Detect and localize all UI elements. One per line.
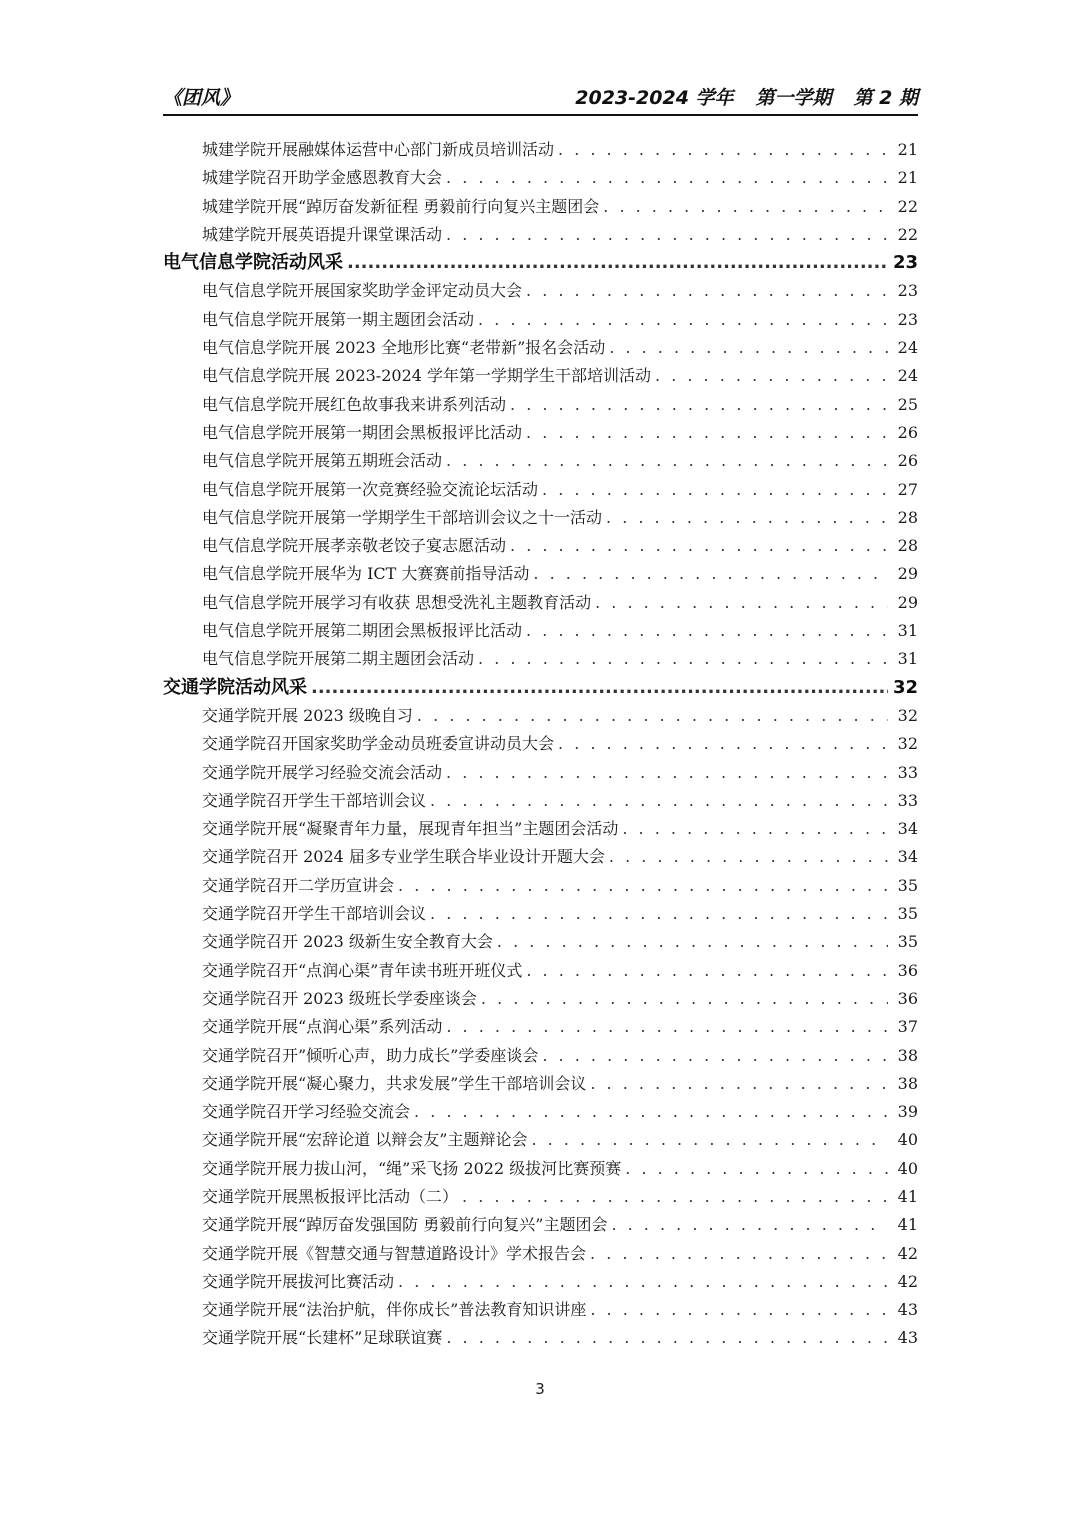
toc-entry-page: 35 <box>897 904 918 924</box>
toc-entry[interactable] <box>163 221 918 249</box>
toc-entry[interactable] <box>163 759 918 787</box>
toc-dot-leader <box>446 221 888 249</box>
toc-entry-page: 43 <box>897 1300 918 1320</box>
toc-dot-leader <box>478 306 888 334</box>
toc-entry[interactable] <box>163 617 918 645</box>
toc-entry-page: 26 <box>897 422 918 442</box>
toc-entry-page: 35 <box>897 932 918 952</box>
toc-entry[interactable] <box>163 306 918 334</box>
toc-dot-leader <box>590 1070 888 1098</box>
toc-entry[interactable] <box>163 1268 918 1296</box>
toc-entry-title: 交通学院开展“凝聚青年力量，展现青年担当”主题团会活动 <box>202 819 619 839</box>
toc-entry-title: 城建学院召开助学金感恩教育大会 <box>202 168 443 188</box>
toc-entry-title: 电气信息学院开展第一期团会黑板报评比活动 <box>202 422 523 442</box>
toc-dot-leader <box>542 476 888 504</box>
toc-entry-page: 38 <box>897 1073 918 1093</box>
toc-entry[interactable] <box>163 447 918 475</box>
toc-entry-page: 21 <box>897 168 918 188</box>
toc-entry-page: 32 <box>897 705 918 725</box>
toc-entry-title: 电气信息学院开展国家奖助学金评定动员大会 <box>202 281 523 301</box>
toc-entry-title: 电气信息学院开展孝亲敬老饺子宴志愿活动 <box>202 536 507 556</box>
toc-dot-leader <box>625 1155 888 1183</box>
toc-entry-page: 34 <box>897 847 918 867</box>
toc-entry-title: 交通学院开展“凝心聚力，共求发展”学生干部培训会议 <box>202 1073 587 1093</box>
toc-entry-page: 33 <box>897 790 918 810</box>
toc-entry-title: 电气信息学院开展华为 ICT 大赛赛前指导活动 <box>202 564 530 584</box>
toc-entry[interactable] <box>163 985 918 1013</box>
toc-dot-leader <box>347 249 888 277</box>
toc-entry[interactable] <box>163 957 918 985</box>
toc-entry-page: 35 <box>897 875 918 895</box>
toc-entry[interactable] <box>163 1324 918 1352</box>
toc-entry-page: 34 <box>897 819 918 839</box>
toc-section-entry[interactable] <box>163 674 918 702</box>
toc-entry-page: 27 <box>897 479 918 499</box>
toc-entry-page: 23 <box>892 252 918 274</box>
toc-dot-leader <box>462 1183 888 1211</box>
toc-dot-leader <box>526 277 888 305</box>
toc-entry[interactable] <box>163 1013 918 1041</box>
toc-entry-title: 电气信息学院开展第一学期学生干部培训会议之十一活动 <box>202 507 603 527</box>
semester: 第一学期 <box>755 87 832 109</box>
issue-number: 第 2 期 <box>853 87 918 109</box>
toc-entry-title: 交通学院召开学习经验交流会 <box>202 1102 411 1122</box>
toc-dot-leader <box>526 419 888 447</box>
toc-dot-leader <box>622 815 888 843</box>
toc-entry-page: 37 <box>897 1017 918 1037</box>
toc-entry-title: 交通学院开展《智慧交通与智慧道路设计》学术报告会 <box>202 1243 587 1263</box>
toc-entry[interactable] <box>163 928 918 956</box>
toc-entry-title: 电气信息学院开展第二期团会黑板报评比活动 <box>202 621 523 641</box>
toc-dot-leader <box>603 193 888 221</box>
toc-dot-leader <box>611 1211 888 1239</box>
toc-entry-title: 交通学院开展“法治护航，伴你成长”普法教育知识讲座 <box>202 1300 587 1320</box>
table-of-contents <box>163 136 918 1353</box>
toc-entry[interactable] <box>163 872 918 900</box>
toc-entry-title: 电气信息学院开展红色故事我来讲系列活动 <box>202 394 507 414</box>
toc-entry-page: 40 <box>897 1158 918 1178</box>
toc-entry-title: 电气信息学院开展第五期班会活动 <box>202 451 443 471</box>
toc-dot-leader <box>478 645 888 673</box>
toc-dot-leader <box>398 1268 888 1296</box>
toc-dot-leader <box>398 872 888 900</box>
toc-dot-leader <box>446 164 888 192</box>
toc-entry-title: 电气信息学院开展第一次竞赛经验交流论坛活动 <box>202 479 539 499</box>
toc-entry-title: 交通学院召开”倾听心声，助力成长”学委座谈会 <box>202 1045 539 1065</box>
toc-entry[interactable] <box>163 164 918 192</box>
toc-entry-page: 22 <box>897 196 918 216</box>
toc-entry-title: 交通学院开展“宏辞论道 以辩会友”主题辩论会 <box>202 1130 528 1150</box>
toc-entry[interactable] <box>163 843 918 871</box>
toc-entry[interactable] <box>163 560 918 588</box>
toc-entry-page: 39 <box>897 1102 918 1122</box>
toc-dot-leader <box>609 334 888 362</box>
toc-entry[interactable] <box>163 787 918 815</box>
toc-entry[interactable] <box>163 702 918 730</box>
toc-dot-leader <box>526 957 888 985</box>
toc-entry[interactable] <box>163 900 918 928</box>
toc-entry-page: 43 <box>897 1328 918 1348</box>
toc-entry-page: 29 <box>897 564 918 584</box>
toc-dot-leader <box>531 1126 888 1154</box>
toc-entry[interactable] <box>163 1211 918 1239</box>
toc-entry-page: 23 <box>897 281 918 301</box>
toc-entry[interactable] <box>163 334 918 362</box>
toc-dot-leader <box>542 1042 888 1070</box>
toc-entry-page: 32 <box>897 734 918 754</box>
toc-entry-title: 电气信息学院开展学习有收获 思想受洗礼主题教育活动 <box>202 592 592 612</box>
toc-entry[interactable] <box>163 1098 918 1126</box>
toc-entry-title: 交通学院开展“长建杯”足球联谊赛 <box>202 1328 443 1348</box>
toc-entry-title: 交通学院召开国家奖助学金动员班委宣讲动员大会 <box>202 734 555 754</box>
toc-dot-leader <box>533 560 888 588</box>
toc-dot-leader <box>595 589 888 617</box>
toc-entry-title: 交通学院开展 2023 级晚自习 <box>202 705 413 725</box>
toc-entry[interactable] <box>163 1042 918 1070</box>
toc-dot-leader <box>446 1013 888 1041</box>
toc-entry[interactable] <box>163 589 918 617</box>
toc-entry-title: 城建学院开展英语提升课堂课活动 <box>202 224 443 244</box>
running-header <box>163 78 918 110</box>
toc-entry-page: 31 <box>897 621 918 641</box>
toc-dot-leader <box>430 787 888 815</box>
toc-dot-leader <box>414 1098 888 1126</box>
toc-dot-leader <box>446 759 888 787</box>
page-number: 3 <box>535 1380 545 1398</box>
toc-dot-leader <box>446 447 888 475</box>
toc-entry[interactable] <box>163 419 918 447</box>
toc-dot-leader <box>606 504 888 532</box>
toc-dot-leader <box>655 362 888 390</box>
toc-entry[interactable] <box>163 1183 918 1211</box>
toc-entry-title: 电气信息学院开展第一期主题团会活动 <box>202 309 475 329</box>
toc-entry-page: 36 <box>897 960 918 980</box>
toc-entry-title: 交通学院召开学生干部培训会议 <box>202 904 427 924</box>
toc-entry[interactable] <box>163 504 918 532</box>
toc-entry[interactable] <box>163 476 918 504</box>
toc-entry-page: 41 <box>897 1215 918 1235</box>
toc-entry-title: 城建学院开展“踔厉奋发新征程 勇毅前行向复兴主题团会 <box>202 196 600 216</box>
toc-entry-page: 31 <box>897 649 918 669</box>
toc-entry-page: 24 <box>897 338 918 358</box>
toc-entry-page: 21 <box>897 140 918 159</box>
toc-entry[interactable] <box>163 645 918 673</box>
header-divider <box>163 114 918 116</box>
toc-entry[interactable] <box>163 532 918 560</box>
toc-dot-leader <box>430 900 888 928</box>
toc-entry-page: 29 <box>897 592 918 612</box>
toc-entry-page: 41 <box>897 1186 918 1206</box>
toc-dot-leader <box>510 532 888 560</box>
toc-entry-title: 交通学院开展“点润心渠”系列活动 <box>202 1017 443 1037</box>
toc-dot-leader <box>526 617 888 645</box>
toc-entry-title: 交通学院召开 2023 级班长学委座谈会 <box>202 988 477 1008</box>
academic-year: 2023-2024 学年 <box>575 87 734 109</box>
toc-entry-page: 25 <box>897 394 918 414</box>
toc-entry-page: 42 <box>897 1271 918 1291</box>
issue-info <box>553 83 918 110</box>
toc-dot-leader <box>417 702 888 730</box>
toc-dot-leader <box>558 136 888 164</box>
toc-dot-leader <box>609 843 888 871</box>
toc-entry-page: 32 <box>892 676 918 698</box>
toc-entry[interactable] <box>163 391 918 419</box>
toc-entry[interactable] <box>163 1126 918 1154</box>
toc-entry-title: 交通学院召开“点润心渠”青年读书班开班仪式 <box>202 960 523 980</box>
toc-entry-title: 交通学院召开 2024 届多专业学生联合毕业设计开题大会 <box>202 847 605 867</box>
toc-entry-title: 交通学院召开 2023 级新生安全教育大会 <box>202 932 493 952</box>
toc-dot-leader <box>558 730 888 758</box>
toc-entry-page: 33 <box>897 762 918 782</box>
toc-entry-page: 28 <box>897 507 918 527</box>
toc-dot-leader <box>510 391 888 419</box>
toc-entry-title: 交通学院开展拔河比赛活动 <box>202 1271 395 1291</box>
toc-entry-title: 交通学院开展力拔山河，“绳”采飞扬 2022 级拔河比赛预赛 <box>202 1158 622 1178</box>
toc-entry-title: 电气信息学院开展第二期主题团会活动 <box>202 649 475 669</box>
toc-entry[interactable] <box>163 730 918 758</box>
toc-entry-page: 24 <box>897 366 918 386</box>
toc-dot-leader <box>446 1324 888 1352</box>
toc-entry-title: 电气信息学院活动风采 <box>163 252 343 274</box>
toc-entry[interactable] <box>163 1296 918 1324</box>
toc-dot-leader <box>497 928 888 956</box>
toc-dot-leader <box>590 1296 888 1324</box>
toc-entry-title: 交通学院开展学习经验交流会活动 <box>202 762 443 782</box>
toc-entry-page: 40 <box>897 1130 918 1150</box>
toc-entry[interactable] <box>163 136 918 164</box>
toc-entry-title: 城建学院开展融媒体运营中心部门新成员培训活动 <box>202 140 555 159</box>
toc-entry-page: 36 <box>897 988 918 1008</box>
toc-entry[interactable] <box>163 277 918 305</box>
toc-entry-page: 42 <box>897 1243 918 1263</box>
toc-entry[interactable] <box>163 1155 918 1183</box>
toc-entry-title: 交通学院开展黑板报评比活动（二） <box>202 1186 459 1206</box>
toc-entry-title: 交通学院召开二学历宣讲会 <box>202 875 395 895</box>
toc-entry-page: 22 <box>897 224 918 244</box>
toc-entry-page: 26 <box>897 451 918 471</box>
toc-entry[interactable] <box>163 1240 918 1268</box>
toc-entry[interactable] <box>163 193 918 221</box>
toc-section-entry[interactable] <box>163 249 918 277</box>
toc-entry-page: 28 <box>897 536 918 556</box>
toc-dot-leader <box>481 985 888 1013</box>
toc-entry[interactable] <box>163 815 918 843</box>
toc-entry-title: 电气信息学院开展 2023-2024 学年第一学期学生干部培训活动 <box>202 366 652 386</box>
toc-entry-page: 38 <box>897 1045 918 1065</box>
toc-entry-title: 交通学院开展“踔厉奋发强国防 勇毅前行向复兴”主题团会 <box>202 1215 608 1235</box>
toc-entry-title: 交通学院召开学生干部培训会议 <box>202 790 427 810</box>
journal-title: 《团风》 <box>163 87 240 109</box>
toc-entry[interactable] <box>163 1070 918 1098</box>
toc-entry[interactable] <box>163 362 918 390</box>
toc-entry-title: 交通学院活动风采 <box>163 676 307 698</box>
toc-entry-page: 23 <box>897 309 918 329</box>
toc-dot-leader <box>311 674 888 702</box>
toc-dot-leader <box>590 1240 888 1268</box>
toc-entry-title: 电气信息学院开展 2023 全地形比赛“老带新”报名会活动 <box>202 338 606 358</box>
